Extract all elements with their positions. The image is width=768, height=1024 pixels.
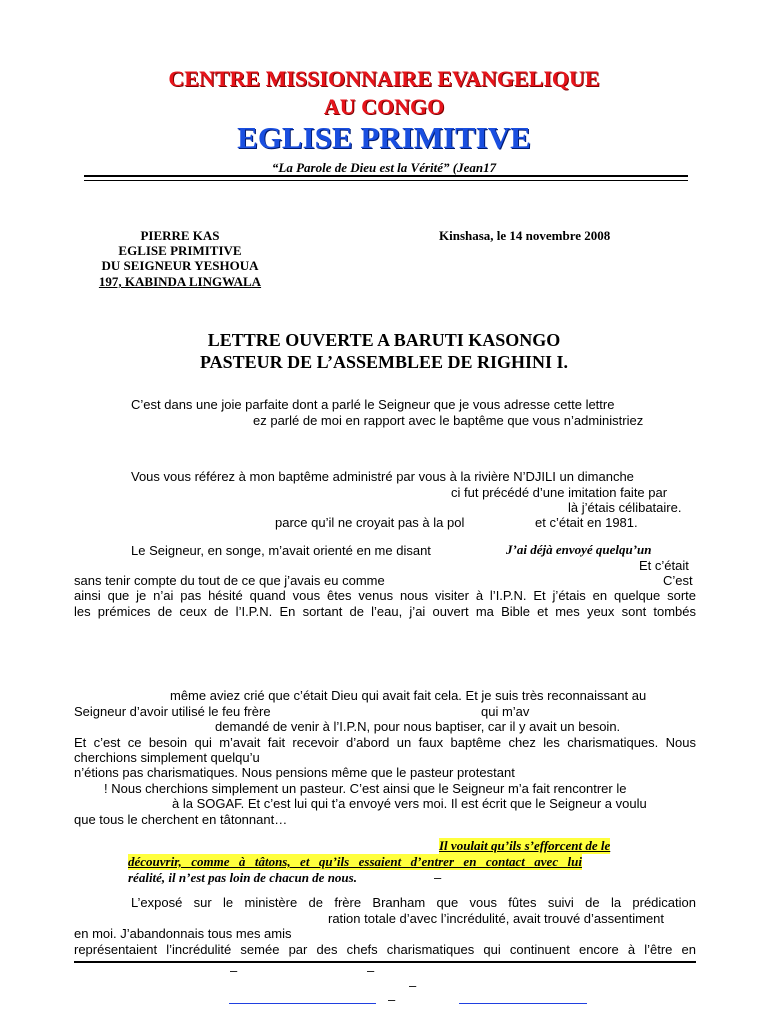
body-line: parce qu’il ne croyait pas à la pol	[275, 515, 465, 530]
body-line: Seigneur d’avoir utilisé le feu frère	[74, 704, 271, 719]
church-name: EGLISE PRIMITIVE	[237, 120, 531, 155]
body-line: Le Seigneur, en songe, m’avait orienté en me disant	[131, 543, 431, 558]
org-name-line2: AU CONGO	[323, 94, 445, 119]
body-line: n’étions pas charismatiques. Nous pensions même que le pasteur protestant	[74, 765, 515, 780]
footer-link-underline[interactable]	[229, 1003, 376, 1004]
highlighted-quote-line2: découvrir, comme à tâtons, et qu’ils essaient d’entrer en contact avec lui	[128, 854, 582, 869]
body-line: là j’étais célibataire.	[568, 500, 682, 515]
header-rule-top	[84, 175, 688, 177]
footer-link-underline[interactable]	[459, 1003, 587, 1004]
footer-dash: –	[230, 963, 238, 978]
body-line: représentaient l’incrédulité semée par des chefs charismatiques qui continuent encore à l’être en	[74, 942, 696, 957]
quote-line3: réalité, il n’est pas loin de chacun de nous.	[128, 870, 357, 885]
body-line: C’est	[663, 573, 693, 588]
body-line: ainsi que je n’ai pas hésité quand vous êtes venus nous visiter à l’I.P.N. Et j’étais en quelque sorte	[74, 588, 696, 603]
quote-dash: –	[434, 870, 442, 885]
motto: “La Parole de Dieu est la Vérité” (Jean17	[271, 160, 497, 175]
scripture-quote: J’ai déjà envoyé quelqu’un	[506, 542, 652, 557]
body-line: C’est dans une joie parfaite dont a parlé le Seigneur que je vous adresse cette lettre	[131, 397, 615, 412]
body-line: que tous le cherchent en tâtonnant…	[74, 812, 288, 827]
letter-title-line1: LETTRE OUVERTE A BARUTI KASONGO	[207, 330, 561, 350]
letter-date: Kinshasa, le 14 novembre 2008	[439, 228, 611, 243]
body-line: ration totale d’avec l’incrédulité, avait trouvé d’assentiment	[328, 911, 665, 926]
body-line: en moi. J’abandonnais tous mes amis	[74, 926, 292, 941]
body-line: demandé de venir à l’I.P.N, pour nous baptiser, car il y avait un besoin.	[215, 719, 621, 734]
footer-dash: –	[367, 963, 375, 978]
body-line: qui m’av	[481, 704, 530, 719]
footer-rule	[74, 961, 696, 963]
body-line: et c’était en 1981.	[535, 515, 638, 530]
body-line: à la SOGAF. Et c’est lui qui t’a envoyé vers moi. Il est écrit que le Seigneur a voulu	[172, 796, 647, 811]
body-line: ! Nous cherchions simplement un pasteur. C’est ainsi que le Seigneur m’a fait rencontrer le	[104, 781, 627, 796]
highlighted-quote-line1: Il voulait qu’ils s’efforcent de le	[439, 838, 611, 853]
sender-church-2: DU SEIGNEUR YESHOUA	[101, 258, 259, 273]
footer-dash: –	[409, 978, 417, 993]
footer-dash: –	[388, 992, 396, 1007]
sender-address: 197, KABINDA LINGWALA	[98, 274, 262, 289]
body-line: les prémices de ceux de l’I.P.N. En sortant de l’eau, j’ai ouvert ma Bible et mes yeux sont tombés	[74, 604, 696, 619]
header-rule-bottom	[84, 180, 688, 181]
body-line: Et c’était	[639, 558, 689, 573]
body-line: même aviez crié que c’était Dieu qui avait fait cela. Et je suis très reconnaissant au	[170, 688, 647, 703]
sender-church: EGLISE PRIMITIVE	[118, 243, 242, 258]
org-name-line1: CENTRE MISSIONNAIRE EVANGELIQUE	[168, 66, 600, 91]
body-line: ci fut précédé d’une imitation faite par	[451, 485, 668, 500]
body-line: cherchions simplement quelqu’u	[74, 750, 260, 765]
sender-name: PIERRE KAS	[140, 228, 220, 243]
letter-title-line2: PASTEUR DE L’ASSEMBLEE DE RIGHINI I.	[199, 352, 569, 372]
body-line: Vous vous référez à mon baptême administré par vous à la rivière N’DJILI un dimanche	[131, 469, 634, 484]
body-line: sans tenir compte du tout de ce que j’avais eu comme	[74, 573, 385, 588]
body-line: L’exposé sur le ministère de frère Branham que vous fûtes suivi de la prédication	[131, 895, 696, 910]
body-line: ez parlé de moi en rapport avec le baptême que vous n’administriez	[253, 413, 644, 428]
body-line: Et c’est ce besoin qui m’avait fait recevoir d’abord un faux baptême chez les charismatiques. Nous	[74, 735, 696, 750]
